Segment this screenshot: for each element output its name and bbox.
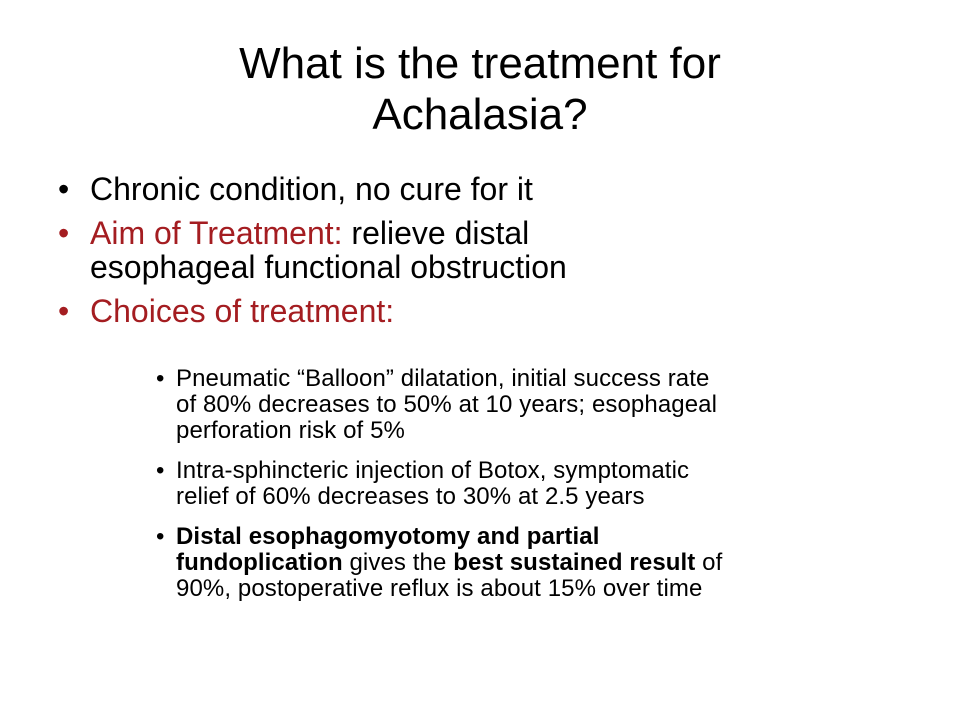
aim-label: Aim of Treatment: (90, 215, 343, 251)
treatment-choices-list (156, 366, 916, 616)
bullet-icon: • (156, 457, 165, 484)
bullet-icon: • (156, 365, 165, 392)
pneumatic-line-3: perforation risk of 5% (176, 417, 405, 444)
bullet-icon: • (58, 293, 70, 329)
pneumatic-line-2: of 80% decreases to 50% at 10 years; esophageal (176, 391, 718, 418)
bullet-icon: • (58, 171, 70, 207)
main-bullet-choices (54, 294, 914, 328)
botox-line-2: relief of 60% decreases to 30% at 2.5 years (176, 483, 645, 510)
myotomy-bold-3: best sustained result (453, 549, 696, 576)
bullet-text: Chronic condition, no cure for it (90, 171, 533, 207)
aim-text-line-1: relieve distal (342, 215, 530, 251)
sub-bullet-botox (156, 458, 916, 510)
pneumatic-line-1: Pneumatic “Balloon” dilatation, initial success rate (176, 365, 710, 392)
bullet-text: Choices of treatment: (90, 293, 395, 329)
sub-bullet-myotomy (156, 524, 916, 602)
main-bullet-list (54, 172, 914, 338)
botox-line-1: Intra-sphincteric injection of Botox, symptomatic (176, 457, 690, 484)
aim-text-line-2: esophageal functional obstruction (90, 249, 567, 285)
myotomy-text-3: of (695, 549, 723, 576)
myotomy-line-3: 90%, postoperative reflux is about 15% over time (176, 575, 703, 602)
bullet-icon: • (58, 215, 70, 251)
main-bullet-chronic (54, 172, 914, 206)
main-bullet-aim (54, 216, 914, 284)
title-line-1: What is the treatment for (239, 39, 721, 88)
myotomy-bold-1: Distal esophagomyotomy and partial (176, 523, 600, 550)
myotomy-text-2: gives the (342, 549, 454, 576)
title-line-2: Achalasia? (372, 90, 588, 139)
bullet-icon: • (156, 523, 165, 550)
myotomy-bold-2: fundoplication (176, 549, 343, 576)
slide-title (130, 38, 830, 140)
sub-bullet-pneumatic (156, 366, 916, 444)
